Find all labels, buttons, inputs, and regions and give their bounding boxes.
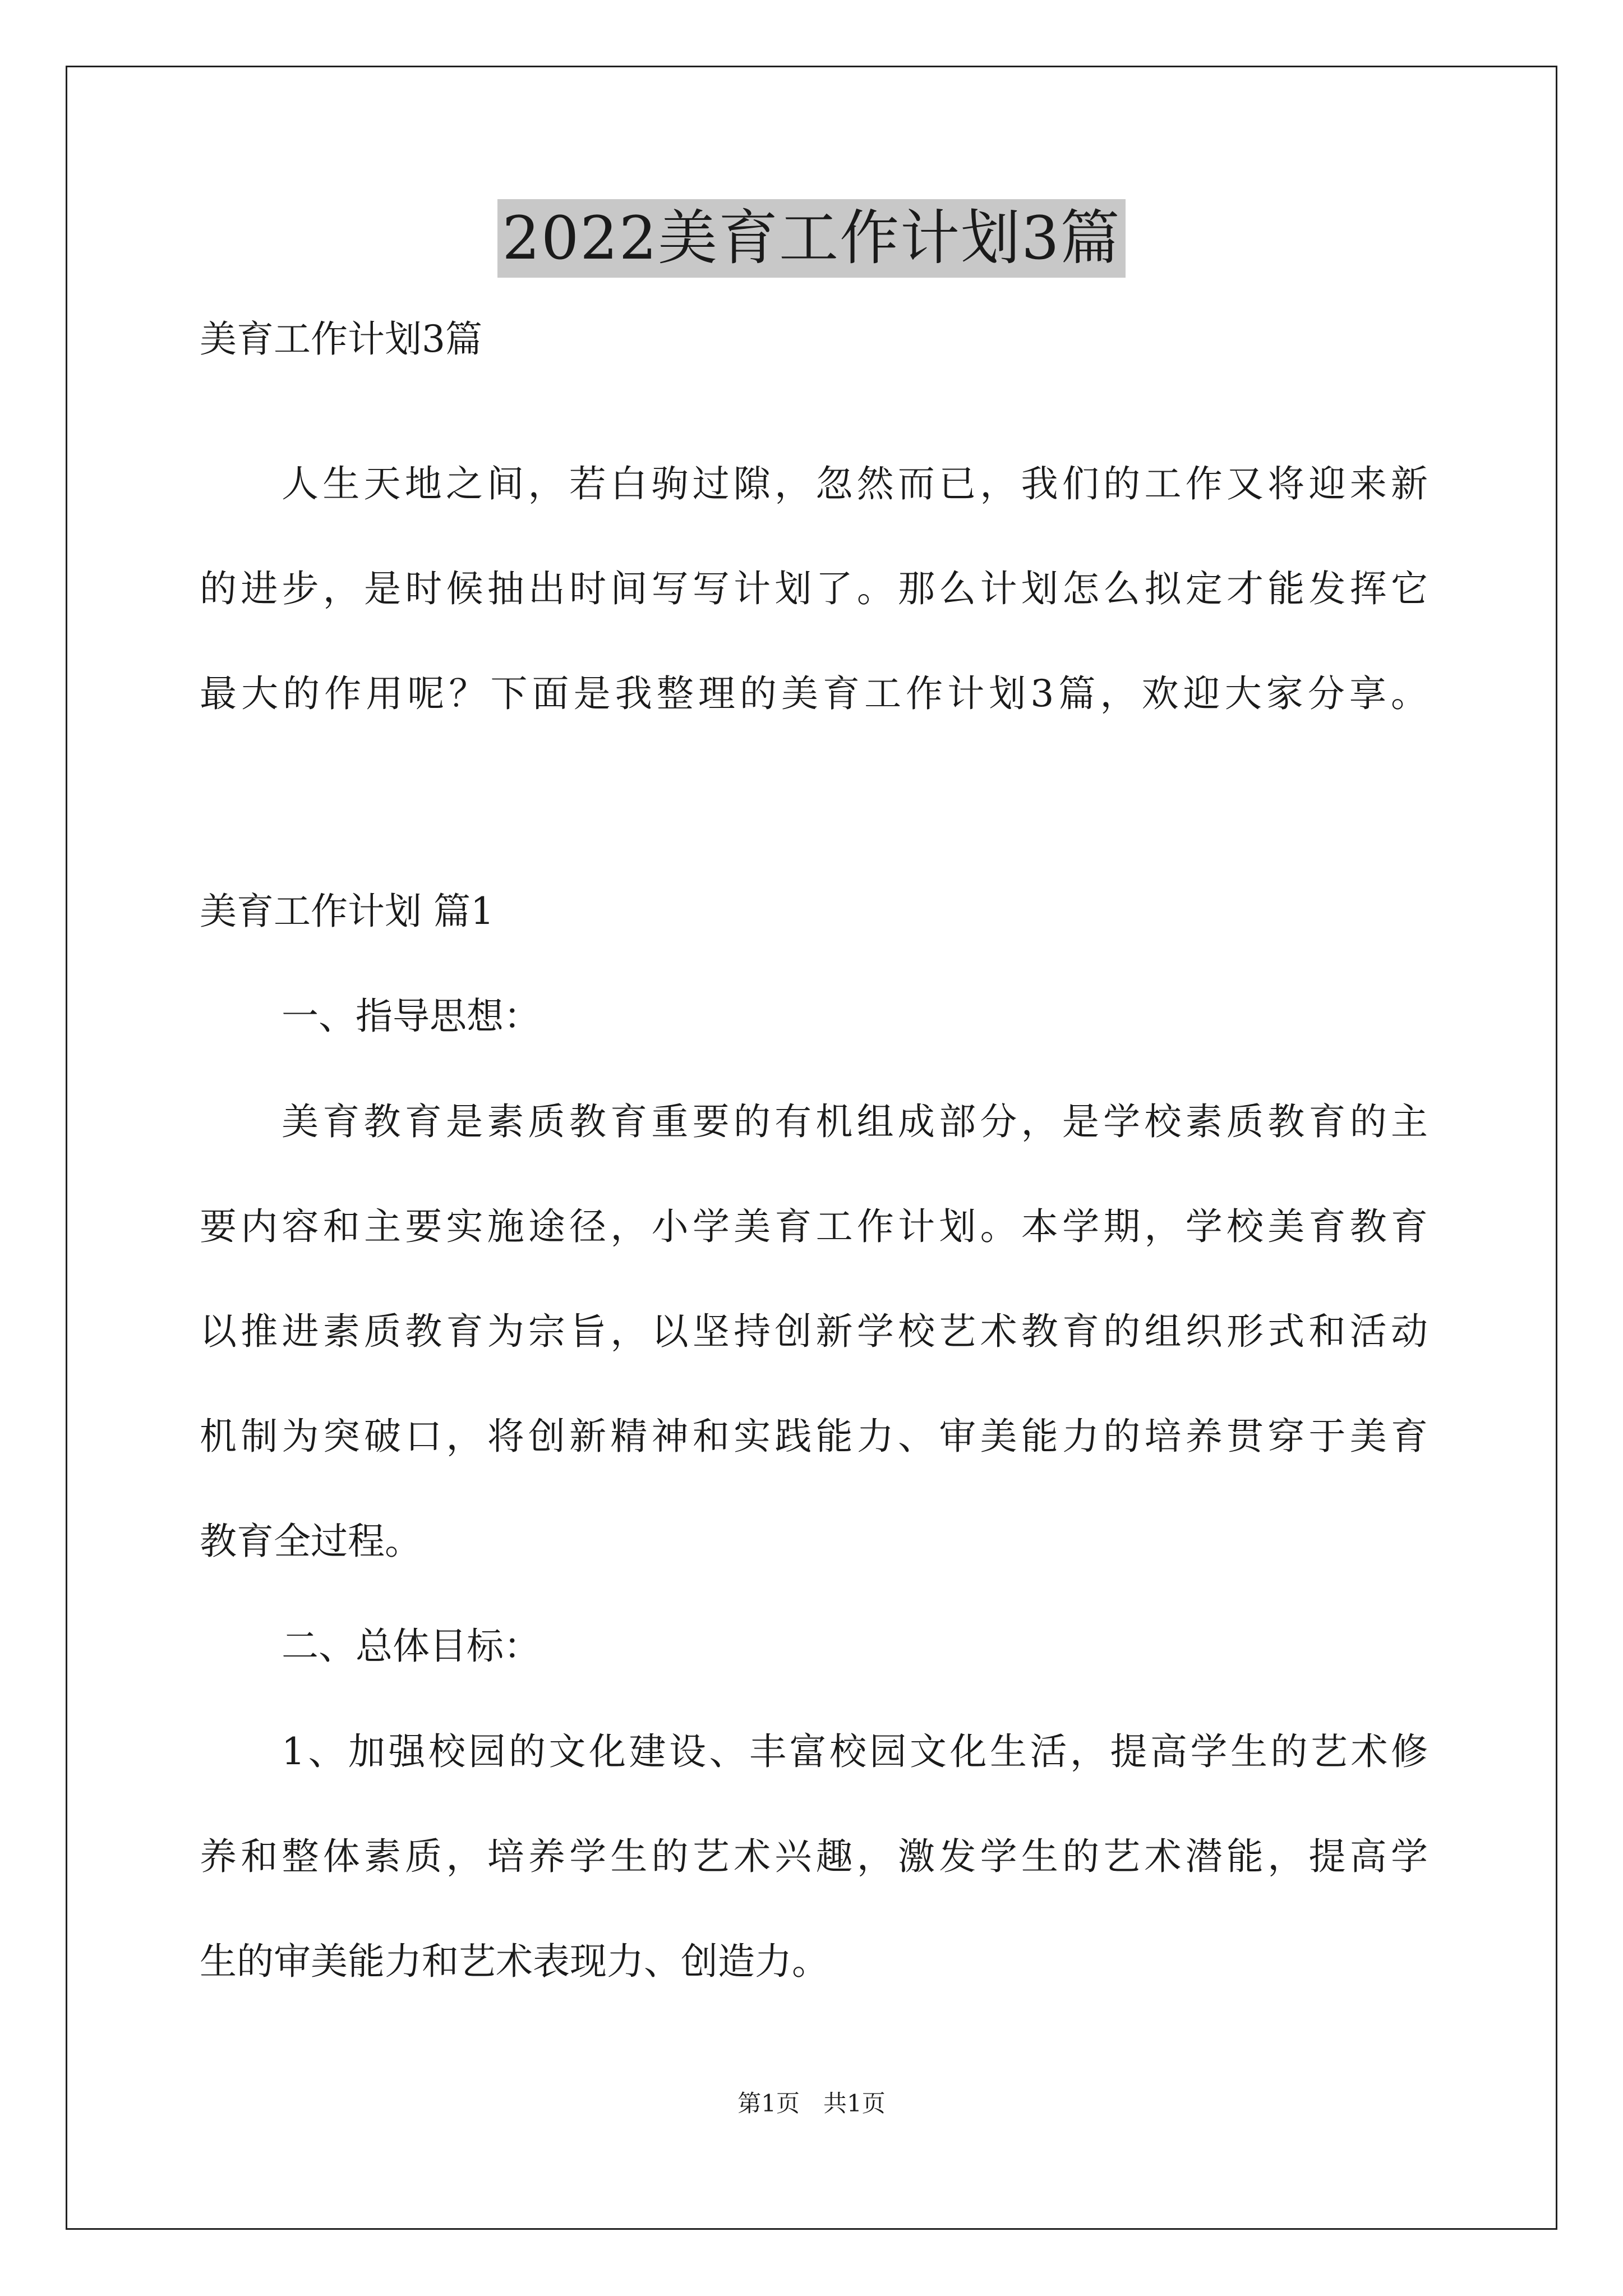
paragraph-line: 人生天地之间，若白驹过隙，忽然而已，我们的工作又将迎来新 xyxy=(282,462,1428,505)
paragraph-line: 教育全过程。 xyxy=(200,1520,422,1563)
paragraph-line: 要内容和主要实施途径，小学美育工作计划。本学期，学校美育教育 xyxy=(200,1205,1428,1248)
document-title-text: 2022美育工作计划3篇 xyxy=(497,199,1125,278)
section-heading: 美育工作计划 篇1 xyxy=(200,890,494,933)
paragraph-line: 以推进素质教育为宗旨，以坚持创新学校艺术教育的组织形式和活动 xyxy=(200,1310,1428,1353)
paragraph-line: 美育教育是素质教育重要的有机组成部分，是学校素质教育的主 xyxy=(282,1100,1428,1143)
paragraph-line: 机制为突破口，将创新精神和实践能力、审美能力的培养贯穿于美育 xyxy=(200,1415,1428,1458)
paragraph-line: 1、加强校园的文化建设、丰富校园文化生活，提高学生的艺术修 xyxy=(282,1730,1428,1773)
subsection-heading: 一、指导思想： xyxy=(282,995,541,1038)
paragraph-line: 养和整体素质，培养学生的艺术兴趣，激发学生的艺术潜能，提高学 xyxy=(200,1835,1428,1878)
subtitle-line: 美育工作计划3篇 xyxy=(200,318,482,361)
paragraph-line: 生的审美能力和艺术表现力、创造力。 xyxy=(200,1940,829,1983)
subsection-heading: 二、总体目标： xyxy=(282,1625,541,1668)
page-border xyxy=(66,66,1557,2230)
document-title xyxy=(0,199,1623,278)
paragraph-line: 的进步，是时候抽出时间写写计划了。那么计划怎么拟定才能发挥它 xyxy=(200,567,1428,610)
paragraph-line: 最大的作用呢？下面是我整理的美育工作计划3篇，欢迎大家分享。 xyxy=(200,672,1428,715)
page-footer: 第1页 共1页 xyxy=(737,2090,886,2117)
